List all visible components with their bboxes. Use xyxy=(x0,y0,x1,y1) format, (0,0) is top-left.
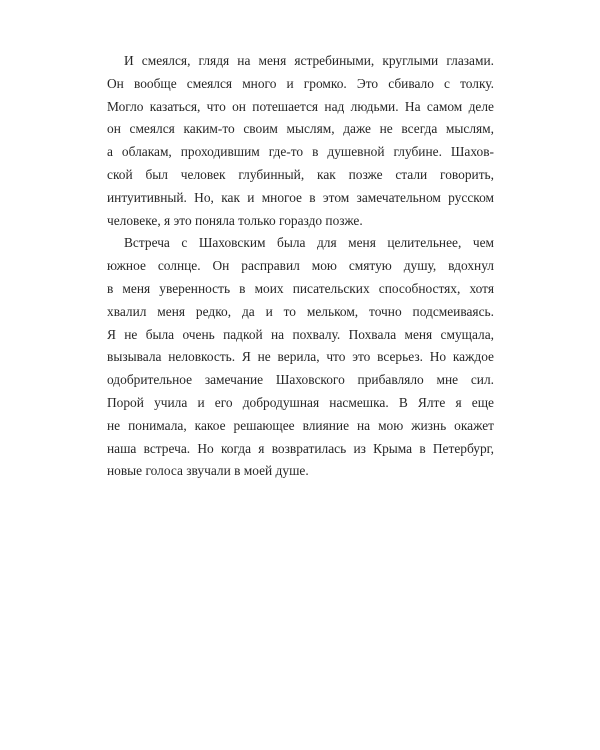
text-line: а облакам, проходившим где-то в душевной глубине. Шахов- xyxy=(107,144,494,160)
text-line: южное солнце. Он расправил мою смятую душу, вдохнул xyxy=(107,258,494,274)
text-line: Встреча с Шаховским была для меня целительнее, чем xyxy=(124,235,494,251)
text-line: И смеялся, глядя на меня ястребиными, круглыми глазами. xyxy=(124,53,494,68)
text-line: Он вообще смеялся много и громко. Это сбивало с толку. xyxy=(107,75,494,91)
text-line: интуитивный. Но, как и многое в этом замечательном русском xyxy=(107,189,494,205)
text-line: наша встреча. Но когда я возвратилась из Крыма в Петербург, xyxy=(107,440,494,456)
text-line: в меня уверенность в моих писательских способностях, хотя xyxy=(107,280,494,296)
paragraph-2 xyxy=(107,232,494,483)
text-line: новые голоса звучали в моей душе. xyxy=(107,463,309,479)
text-line: ской был человек глубинный, как позже стали говорить, xyxy=(107,166,494,182)
text-line: вызывала неловкость. Я не верила, что это всерьез. Но каждое xyxy=(107,349,494,365)
text-line: Я не была очень падкой на похвалу. Похвала меня смущала, xyxy=(107,326,494,342)
text-line: Порой учила и его добродушная насмешка. В Ялте я еще xyxy=(107,394,494,410)
text-line: он смеялся каким-то своим мыслям, даже не всегда мыслям, xyxy=(107,121,494,137)
text-line: хвалил меня редко, да и то мельком, точно подсмеиваясь. xyxy=(107,303,494,319)
text-line: Могло казаться, что он потешается над людьми. На самом деле xyxy=(107,98,494,114)
page-text xyxy=(107,50,494,483)
text-line: не понимала, какое решающее влияние на мою жизнь окажет xyxy=(107,417,494,433)
paragraph-1 xyxy=(107,50,494,232)
text-line: человеке, я это поняла только гораздо позже. xyxy=(107,212,363,228)
text-line: одобрительное замечание Шаховского прибавляло мне сил. xyxy=(107,372,494,388)
